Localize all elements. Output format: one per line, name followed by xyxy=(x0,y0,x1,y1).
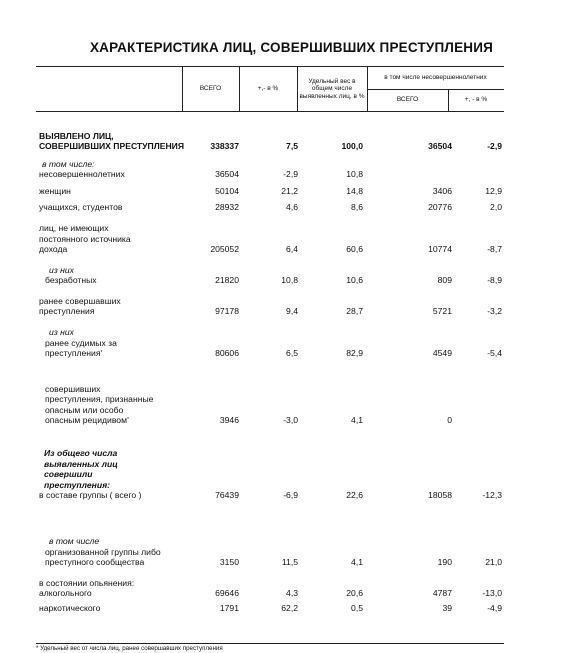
cell-minors-change: -12,3 xyxy=(482,490,502,501)
cell-minors-total: 3406 xyxy=(432,186,452,197)
cell-minors-total: 5721 xyxy=(432,306,452,317)
cell-change: 6,4 xyxy=(286,244,298,255)
row-label: лиц, не имеющих постоянного источника дохода xyxy=(39,223,131,255)
cell-total: 80606 xyxy=(215,348,239,359)
table-row xyxy=(36,255,504,286)
cell-change: 10,8 xyxy=(281,275,298,286)
cell-total: 69646 xyxy=(215,588,239,599)
cell-share: 22,6 xyxy=(346,490,363,501)
cell-share: 100,0 xyxy=(341,141,363,152)
row-label: несовершеннолетних xyxy=(39,169,125,180)
cell-share: 28,7 xyxy=(346,306,363,317)
table-row xyxy=(36,599,504,614)
cell-share: 20,6 xyxy=(346,588,363,599)
cell-minors-total: 0 xyxy=(447,415,452,426)
cell-minors-change: -5,4 xyxy=(487,348,502,359)
cell-share: 0,5 xyxy=(351,603,363,614)
header-share: Удельный вес в общем числе выявленных лиц, в % xyxy=(299,77,365,100)
cell-share: 60,6 xyxy=(346,244,363,255)
table-row xyxy=(36,359,504,426)
header-change: +,- в % xyxy=(257,85,279,93)
cell-share: 8,6 xyxy=(351,202,363,213)
cell-total: 1791 xyxy=(219,603,239,614)
cell-share: 14,8 xyxy=(346,186,363,197)
cell-minors-total: 20776 xyxy=(428,202,452,213)
cell-minors-change: 2,0 xyxy=(490,202,502,213)
cell-total: 3946 xyxy=(219,415,239,426)
cell-total: 36504 xyxy=(215,169,239,180)
cell-change: 11,5 xyxy=(281,557,298,568)
row-label: учащихся, студентов xyxy=(39,202,123,213)
row-label: безработных xyxy=(45,275,97,286)
cell-minors-change: 12,9 xyxy=(485,186,502,197)
cell-share: 4,1 xyxy=(351,415,363,426)
statistics-table xyxy=(36,66,504,614)
row-label: в составе группы ( всего ) xyxy=(39,490,142,501)
cell-change: -3,0 xyxy=(283,415,298,426)
row-sublabel: из них xyxy=(49,264,74,275)
cell-share: 10,6 xyxy=(346,275,363,286)
cell-minors-total: 18058 xyxy=(428,490,452,501)
row-sublabel: в том числе xyxy=(49,536,100,547)
cell-change: 62,2 xyxy=(281,603,298,614)
row-label: ранее судимых за преступления xyxy=(45,337,117,359)
table-row xyxy=(36,501,504,568)
row-label: женщин xyxy=(39,186,71,197)
cell-minors-total: 809 xyxy=(437,275,452,286)
cell-share: 82,9 xyxy=(346,348,363,359)
cell-total: 76439 xyxy=(215,490,239,501)
table-row xyxy=(36,197,504,213)
cell-minors-total: 190 xyxy=(437,557,452,568)
cell-total: 205052 xyxy=(210,244,239,255)
cell-minors-total: 10774 xyxy=(428,244,452,255)
row-label: ВЫЯВЛЕНО ЛИЦ, СОВЕРШИВШИХ ПРЕСТУПЛЕНИЯ xyxy=(39,130,185,152)
header-minors-group: в том числе несовершеннолетних xyxy=(384,74,487,82)
row-label: в состоянии опьянения: алкогольного xyxy=(39,577,135,599)
cell-minors-change: -8,7 xyxy=(487,244,502,255)
table-row xyxy=(36,112,504,152)
cell-change: -2,9 xyxy=(283,169,298,180)
cell-share: 10,8 xyxy=(346,169,363,180)
cell-share: 4,1 xyxy=(351,557,363,568)
page-title: ХАРАКТЕРИСТИКА ЛИЦ, СОВЕРШИВШИХ ПРЕСТУПЛЕНИЯ xyxy=(89,40,494,55)
cell-change: 9,4 xyxy=(286,306,298,317)
table-row xyxy=(36,213,504,255)
table-header xyxy=(36,66,504,112)
cell-minors-total: 4787 xyxy=(432,588,452,599)
table-row xyxy=(36,426,504,501)
cell-change: 21,2 xyxy=(281,186,298,197)
cell-change: 4,3 xyxy=(286,588,298,599)
cell-minors-total: 39 xyxy=(442,603,452,614)
cell-minors-change: -8,9 xyxy=(487,275,502,286)
cell-minors-total: 4549 xyxy=(432,348,452,359)
footnote: * Удельный вес от числа лиц, ранее совершавших преступления xyxy=(36,643,504,652)
header-minors-total: ВСЕГО xyxy=(396,96,419,104)
cell-total: 97178 xyxy=(215,306,239,317)
header-minors-change: +, - в % xyxy=(464,96,488,104)
row-sublabel: из них xyxy=(49,327,74,338)
cell-minors-change: 21,0 xyxy=(485,557,502,568)
header-total: ВСЕГО xyxy=(199,85,222,93)
cell-change: -6,9 xyxy=(283,490,298,501)
footnote-mark: * xyxy=(100,350,103,357)
row-label: совершивших преступления, признанные опасным или особо опасным рецидивом xyxy=(45,383,154,426)
table-row xyxy=(36,152,504,180)
row-sublabel: в том числе: xyxy=(42,158,95,169)
cell-minors-change: -3,2 xyxy=(487,306,502,317)
cell-total: 338337 xyxy=(210,141,239,152)
cell-total: 28932 xyxy=(215,202,239,213)
row-label: ранее совершавших преступления xyxy=(39,295,121,317)
row-sublabel: Из общего числа выявленных лиц совершили преступления: xyxy=(44,448,118,490)
table-row xyxy=(36,568,504,599)
row-label: наркотического xyxy=(39,603,101,614)
cell-minors-change: -13,0 xyxy=(482,588,502,599)
cell-minors-total: 36504 xyxy=(428,141,452,152)
table-row xyxy=(36,317,504,359)
cell-total: 3150 xyxy=(219,557,239,568)
table-row xyxy=(36,286,504,317)
cell-change: 4,6 xyxy=(286,202,298,213)
cell-minors-change: -4,9 xyxy=(487,603,502,614)
row-label: организованной группы либо преступного сообщества xyxy=(45,546,161,568)
footnote-mark: * xyxy=(126,417,129,424)
cell-change: 7,5 xyxy=(286,141,298,152)
cell-minors-change: -2,9 xyxy=(487,141,502,152)
cell-total: 50104 xyxy=(215,186,239,197)
cell-change: 6,5 xyxy=(286,348,298,359)
table-row xyxy=(36,180,504,197)
cell-total: 21820 xyxy=(215,275,239,286)
